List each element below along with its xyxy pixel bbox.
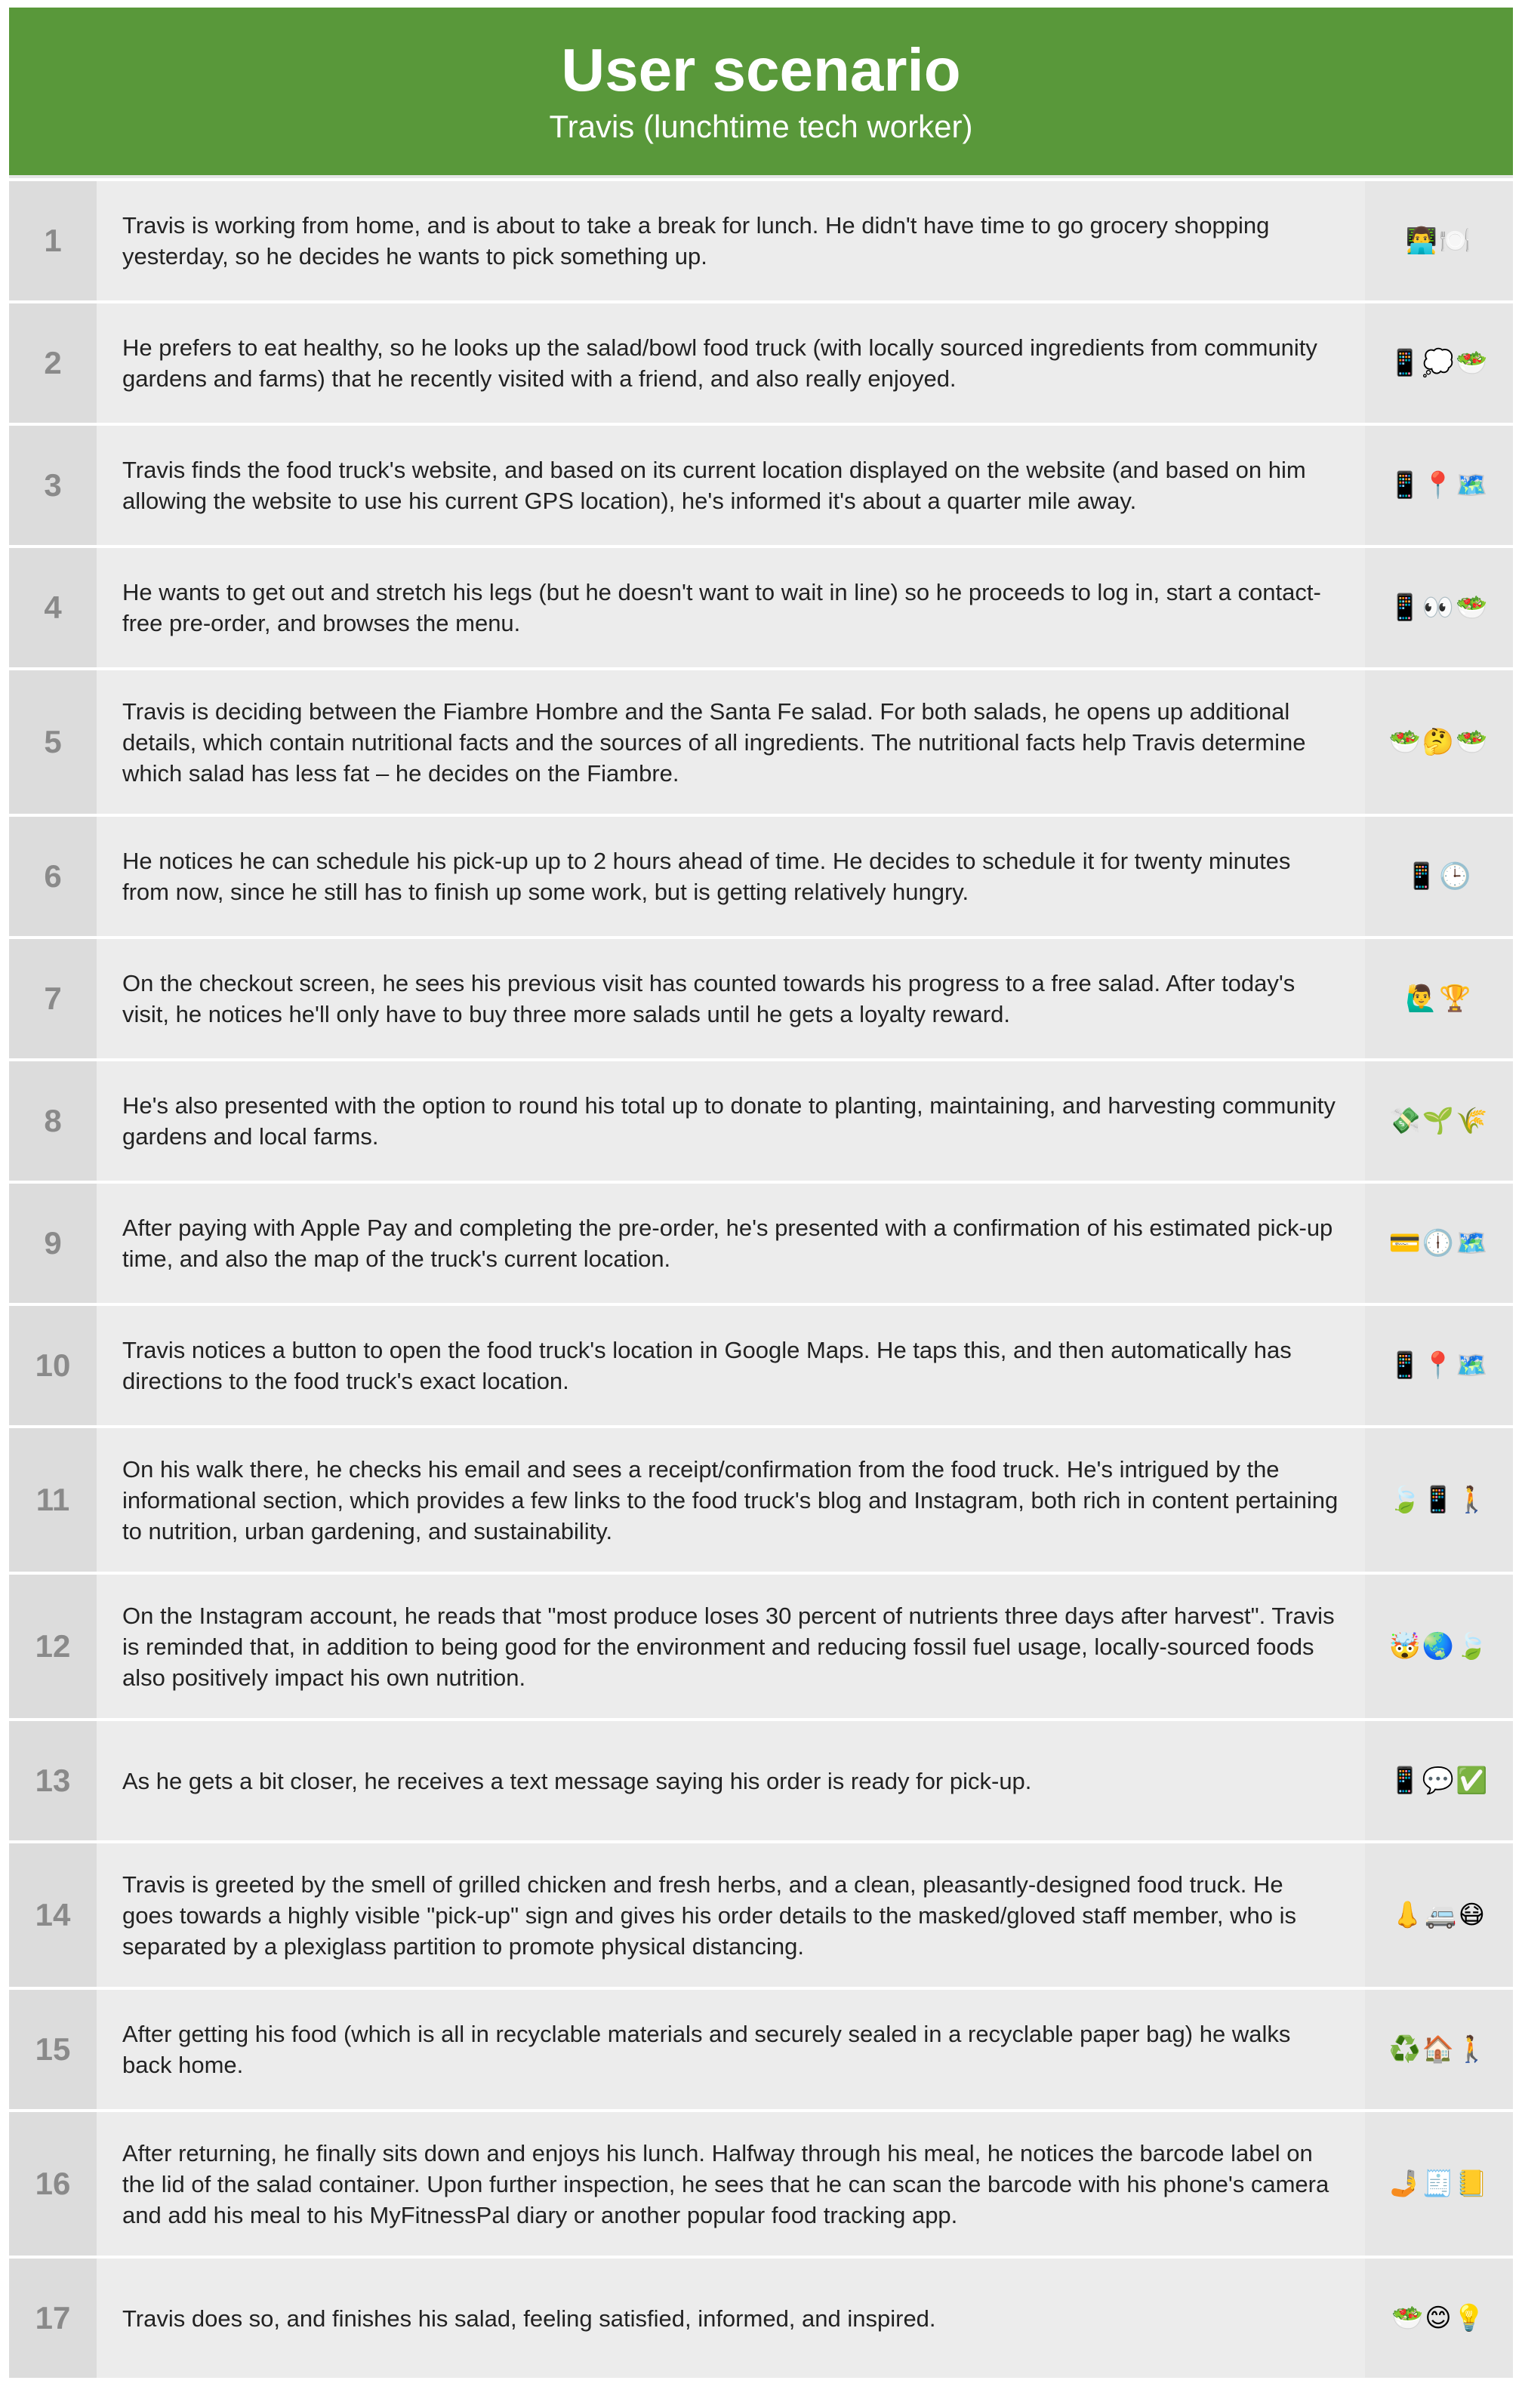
table-row [9,303,1513,423]
table-row [9,1061,1513,1181]
step-emoji-icons: 📱📍🗺️ [1365,426,1513,545]
step-description: As he gets a bit closer, he receives a text message saying his order is ready for pick-up. [97,1721,1365,1840]
step-description: He notices he can schedule his pick-up up to 2 hours ahead of time. He decides to schedule it for twenty minutes from now, since he still has to finish up some work, but is getting relatively hungry. [97,817,1365,936]
page-subtitle: Travis (lunchtime tech worker) [549,109,973,144]
table-row [9,1428,1513,1572]
step-number: 15 [9,1990,97,2109]
table-row [9,817,1513,936]
step-description: Travis is deciding between the Fiambre Hombre and the Santa Fe salad. For both salads, he opens up additional details, which contain nutritional facts and the sources of all ingredients. The nutritional facts help Travis determine which salad has less fat – he decides on the Fiambre. [97,670,1365,814]
step-number: 16 [9,2112,97,2256]
table-row [9,939,1513,1058]
step-emoji-icons: 👨‍💻🍽️ [1365,181,1513,300]
step-description: He prefers to eat healthy, so he looks up the salad/bowl food truck (with locally sourced ingredients from community gardens and farms) that he recently visited with a friend, and also really enjoyed. [97,303,1365,423]
table-row [9,670,1513,814]
step-emoji-icons: 💸🌱🌾 [1365,1061,1513,1181]
step-number: 2 [9,303,97,423]
step-emoji-icons: 🙋‍♂️🏆 [1365,939,1513,1058]
table-row [9,2112,1513,2256]
step-description: Travis is greeted by the smell of grilled chicken and fresh herbs, and a clean, pleasantly-designed food truck. He goes towards a highly visible "pick-up" sign and gives his order details to the masked/gloved staff member, who is separated by a plexiglass partition to promote physical distancing. [97,1843,1365,1987]
step-number: 7 [9,939,97,1058]
table-row [9,2259,1513,2378]
table-row [9,181,1513,300]
scenario-table [9,181,1513,2378]
step-description: Travis is working from home, and is about to take a break for lunch. He didn't have time to go grocery shopping yesterday, so he decides he wants to pick something up. [97,181,1365,300]
table-row [9,1990,1513,2109]
step-number: 10 [9,1306,97,1425]
step-emoji-icons: 🥗😊💡 [1365,2259,1513,2378]
step-emoji-icons: 📱💭🥗 [1365,303,1513,423]
step-description: After paying with Apple Pay and completing the pre-order, he's presented with a confirmation of his estimated pick-up time, and also the map of the truck's current location. [97,1184,1365,1303]
step-description: After getting his food (which is all in recyclable materials and securely sealed in a recyclable paper bag) he walks back home. [97,1990,1365,2109]
step-number: 12 [9,1575,97,1718]
step-description: On the checkout screen, he sees his previous visit has counted towards his progress to a free salad. After today's visit, he notices he'll only have to buy three more salads until he gets a loyalty reward. [97,939,1365,1058]
table-row [9,1184,1513,1303]
step-number: 9 [9,1184,97,1303]
step-description: Travis finds the food truck's website, and based on its current location displayed on the website (and based on him allowing the website to use his current GPS location), he's informed it's about a quarter mile away. [97,426,1365,545]
step-emoji-icons: 🍃📱🚶 [1365,1428,1513,1572]
page-title: User scenario [561,36,961,103]
step-number: 1 [9,181,97,300]
step-description: He wants to get out and stretch his legs (but he doesn't want to wait in line) so he proceeds to log in, start a contact-free pre-order, and browses the menu. [97,548,1365,667]
step-emoji-icons: 📱👀🥗 [1365,548,1513,667]
step-emoji-icons: 💳🕕🗺️ [1365,1184,1513,1303]
step-emoji-icons: 👃🚐😷 [1365,1843,1513,1987]
step-emoji-icons: 📱📍🗺️ [1365,1306,1513,1425]
step-description: Travis does so, and finishes his salad, feeling satisfied, informed, and inspired. [97,2259,1365,2378]
step-emoji-icons: 📱🕒 [1365,817,1513,936]
step-number: 6 [9,817,97,936]
table-row [9,1843,1513,1987]
step-emoji-icons: 🤯🌏🍃 [1365,1575,1513,1718]
table-row [9,548,1513,667]
header-banner [9,8,1513,178]
scenario-document [9,8,1513,2381]
step-emoji-icons: 🥗🤔🥗 [1365,670,1513,814]
table-row [9,1575,1513,1718]
step-description: He's also presented with the option to round his total up to donate to planting, maintaining, and harvesting community gardens and local farms. [97,1061,1365,1181]
step-number: 8 [9,1061,97,1181]
step-emoji-icons: 🤳🧾📒 [1365,2112,1513,2256]
step-description: On the Instagram account, he reads that "most produce loses 30 percent of nutrients three days after harvest". Travis is reminded that, in addition to being good for the environment and reducing fossil fuel usage, locally-sourced foods also positively impact his own nutrition. [97,1575,1365,1718]
step-description: After returning, he finally sits down and enjoys his lunch. Halfway through his meal, he notices the barcode label on the lid of the salad container. Upon further inspection, he sees that he can scan the barcode with his phone's camera and add his meal to his MyFitnessPal diary or another popular food tracking app. [97,2112,1365,2256]
step-description: Travis notices a button to open the food truck's location in Google Maps. He taps this, and then automatically has directions to the food truck's exact location. [97,1306,1365,1425]
step-number: 5 [9,670,97,814]
step-description: On his walk there, he checks his email and sees a receipt/confirmation from the food truck. He's intrigued by the informational section, which provides a few links to the food truck's blog and Instagram, both rich in content pertaining to nutrition, urban gardening, and sustainability. [97,1428,1365,1572]
step-number: 13 [9,1721,97,1840]
step-number: 14 [9,1843,97,1987]
step-number: 3 [9,426,97,545]
step-emoji-icons: 📱💬✅ [1365,1721,1513,1840]
step-number: 11 [9,1428,97,1572]
table-row [9,1306,1513,1425]
step-emoji-icons: ♻️🏠🚶 [1365,1990,1513,2109]
step-number: 17 [9,2259,97,2378]
table-row [9,1721,1513,1840]
step-number: 4 [9,548,97,667]
table-row [9,426,1513,545]
